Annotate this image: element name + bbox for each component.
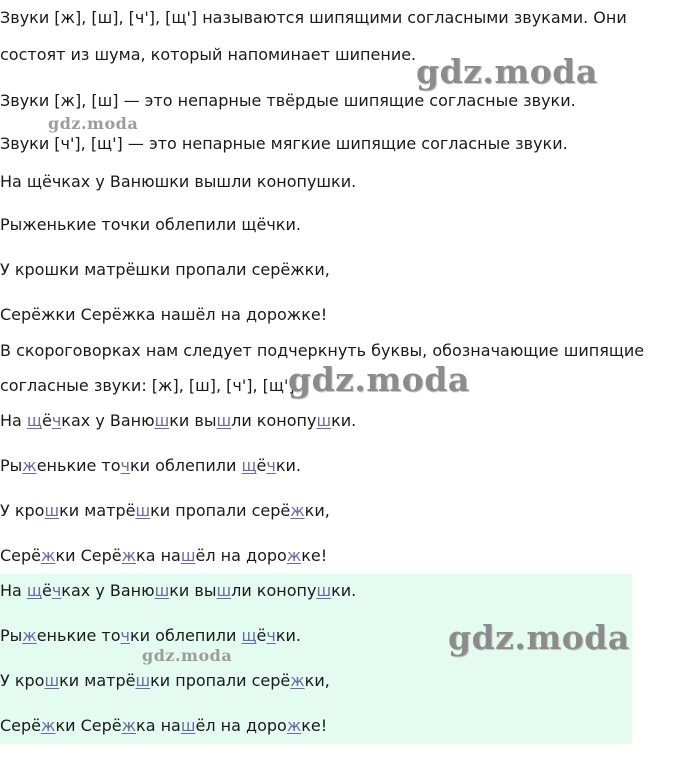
underlined-letter: ж [22, 626, 37, 645]
tongue-twister-line: Серёжки Серёжка нашёл на дорожке! [0, 305, 328, 324]
text-segment: У кро [0, 501, 45, 520]
underlined-letter: щ [26, 581, 42, 600]
text-segment: ке! [301, 546, 328, 565]
text-segment: Ры [0, 626, 23, 645]
watermark: gdz.moda [416, 52, 598, 91]
tongue-twister-line: У крошки матрёшки пропали серёжки, [0, 260, 330, 279]
text-segment: ки пропали серё [150, 501, 291, 520]
tongue-twister-line: Рыженькие точки облепили щёчки. [0, 215, 301, 234]
marked-line [0, 411, 356, 431]
underlined-letter: ж [41, 716, 56, 735]
text-segment: ка на [136, 546, 181, 565]
soft-sounds-text: Звуки [ч'], [щ'] — это непарные мягкие шипящие согласные звуки. [0, 134, 568, 153]
text-segment: ки Серё [55, 546, 122, 565]
underlined-letter: ж [290, 671, 305, 690]
underlined-letter: щ [26, 411, 42, 430]
text-segment: ки облепили [130, 626, 242, 645]
underlined-letter: ш [216, 411, 232, 430]
text-segment: ки, [304, 671, 330, 690]
text-segment: ё [42, 411, 52, 430]
text-segment: ках у Ваню [61, 411, 155, 430]
marked-line [0, 581, 356, 601]
marked-line [0, 456, 301, 476]
watermark: gdz.moda [448, 618, 630, 657]
text-segment: ли конопу [231, 411, 317, 430]
instruction-line-2: согласные звуки: [ж], [ш], [ч'], [щ']. [0, 376, 300, 395]
intro-paragraph-line-1: Звуки [ж], [ш], [ч'], [щ'] называются шипящими согласными звуками. Они [0, 8, 627, 27]
underlined-letter: ч [51, 411, 62, 430]
marked-line [0, 626, 301, 646]
underlined-letter: щ [241, 626, 257, 645]
instruction-line-1: В скороговорках нам следует подчеркнуть буквы, обозначающие шипящие [0, 341, 645, 360]
underlined-letter: ж [121, 546, 137, 565]
text-segment: ки пропали серё [150, 671, 291, 690]
text-segment: ки. [275, 456, 301, 475]
text-segment: ёл на доро [195, 546, 287, 565]
marked-line [0, 716, 327, 736]
watermark: gdz.moda [288, 360, 470, 399]
text-segment: ё [42, 581, 52, 600]
underlined-letter: ч [266, 626, 276, 645]
text-segment: На [0, 581, 27, 600]
text-segment: ках у Ваню [61, 581, 155, 600]
underlined-letter: ш [44, 501, 60, 520]
underlined-letter: ж [290, 501, 305, 520]
text-segment: ё [256, 456, 267, 475]
underlined-letter: ш [154, 411, 170, 430]
text-segment: ке! [301, 716, 328, 735]
underlined-letter: ш [316, 411, 332, 430]
underlined-letter: ш [154, 581, 170, 600]
text-segment: енькие то [36, 626, 121, 645]
underlined-letter: ж [286, 716, 302, 735]
text-segment: ё [256, 626, 267, 645]
text-segment: У кро [0, 671, 45, 690]
text-segment: Ры [0, 456, 23, 475]
underlined-letter: ч [51, 581, 62, 600]
text-segment: ки матрё [59, 671, 136, 690]
text-segment: ки вы [169, 411, 217, 430]
watermark: gdz.moda [48, 114, 139, 133]
underlined-letter: ж [22, 456, 37, 475]
text-segment: На [0, 411, 27, 430]
underlined-letter: ш [44, 671, 60, 690]
underlined-letter: ч [120, 456, 130, 475]
underlined-letter: ж [121, 716, 137, 735]
underlined-letter: ш [180, 716, 196, 735]
text-segment: Серё [0, 546, 42, 565]
intro-paragraph-line-2: состоят из шума, который напоминает шипение. [0, 45, 417, 64]
underlined-letter: ш [135, 671, 151, 690]
underlined-letter: ш [216, 581, 232, 600]
text-segment: ки Серё [55, 716, 122, 735]
text-segment: Серё [0, 716, 42, 735]
text-segment: ки. [275, 626, 301, 645]
text-segment: ки облепили [130, 456, 242, 475]
hard-sounds-text: Звуки [ж], [ш] — это непарные твёрдые шипящие согласные звуки. [0, 91, 576, 110]
text-segment: ки, [304, 501, 330, 520]
text-segment: ки. [331, 581, 357, 600]
underlined-letter: ж [41, 546, 56, 565]
underlined-letter: ш [135, 501, 151, 520]
text-segment: ли конопу [231, 581, 317, 600]
marked-line [0, 546, 327, 566]
marked-line [0, 501, 330, 521]
underlined-letter: ж [286, 546, 302, 565]
underlined-letter: щ [241, 456, 257, 475]
text-segment: ки. [331, 411, 357, 430]
text-segment: ки матрё [59, 501, 136, 520]
underlined-letter: ч [120, 626, 130, 645]
text-segment: ка на [136, 716, 181, 735]
watermark: gdz.moda [142, 646, 233, 665]
text-segment: енькие то [36, 456, 121, 475]
underlined-letter: ш [180, 546, 196, 565]
text-segment: ёл на доро [195, 716, 287, 735]
marked-line [0, 671, 330, 691]
underlined-letter: ш [316, 581, 332, 600]
underlined-letter: ч [266, 456, 276, 475]
text-segment: ки вы [169, 581, 217, 600]
tongue-twister-line: На щёчках у Ванюшки вышли конопушки. [0, 172, 357, 191]
